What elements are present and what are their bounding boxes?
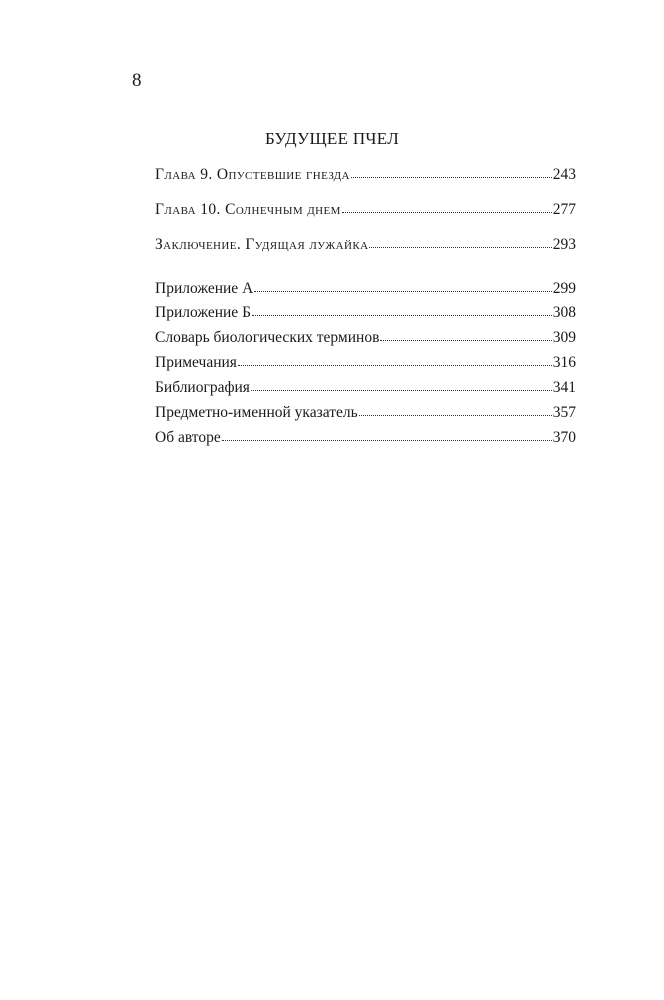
toc-entry-label: Об авторе [155,429,221,446]
dot-leader [359,411,552,416]
toc-entry[interactable] [155,303,576,323]
toc-entry-page: 341 [552,379,576,396]
toc-entry[interactable] [155,378,576,398]
toc-entry-label: Словарь биологических терминов [155,329,380,346]
page-number: 8 [132,70,142,91]
dot-leader [222,436,552,441]
dot-leader [254,287,551,292]
section-title: БУДУЩЕЕ ПЧЕЛ [264,129,400,148]
toc-entry-label: Библиография [155,379,250,396]
toc-entry-label: Предметно-именной указатель [155,404,358,421]
toc-entry-page: 243 [552,166,576,183]
toc-entry[interactable] [155,428,576,448]
toc-entry[interactable] [155,165,576,185]
toc-entry-label: Приложение Б [155,304,251,321]
toc-entry[interactable] [155,279,576,299]
toc-entry-label: Глава 9. Опустевшие гнезда [155,166,350,183]
toc-entry-page: 316 [552,354,576,371]
toc-entry-label: Примечания [155,354,237,371]
dot-leader [342,208,552,213]
toc-entry-page: 370 [552,429,576,446]
toc-entry[interactable] [155,353,576,373]
toc-entry-page: 357 [552,404,576,421]
dot-leader [252,311,552,316]
toc-entry[interactable] [155,328,576,348]
toc-entry-page: 309 [552,329,576,346]
toc-entry[interactable] [155,403,576,423]
dot-leader [369,243,551,248]
toc-entry-page: 293 [552,236,576,253]
toc-entry[interactable] [155,200,576,220]
toc-entry[interactable] [155,235,576,255]
table-of-contents [155,0,576,1000]
toc-entry-label: Приложение А [155,280,254,297]
dot-leader [380,336,551,341]
dot-leader [251,386,552,391]
toc-entry-page: 308 [552,304,576,321]
toc-entry-label: Глава 10. Солнечным днем [155,201,341,218]
toc-entry-page: 299 [552,280,576,297]
toc-entry-page: 277 [552,201,576,218]
dot-leader [238,361,552,366]
dot-leader [351,173,552,178]
toc-entry-label: Заключение. Гудящая лужайка [155,236,369,253]
